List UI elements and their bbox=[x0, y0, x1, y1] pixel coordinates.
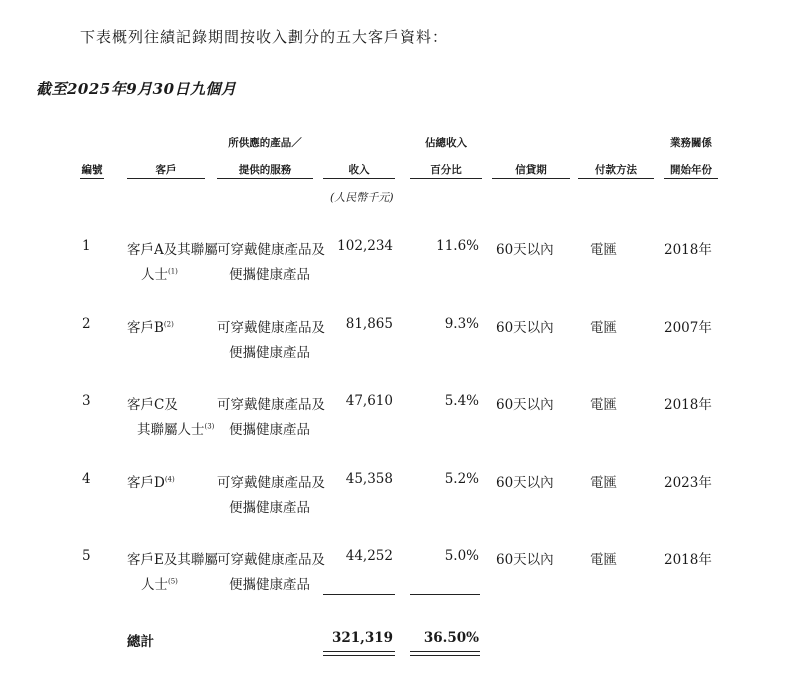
header-since-line1: 業務關係 bbox=[670, 137, 712, 149]
credit-period: 60天以內 bbox=[496, 397, 554, 413]
customer-name-line2: 人士$^{(1)}$ bbox=[141, 267, 178, 283]
payment-method: 電匯 bbox=[590, 475, 617, 491]
row-number: 2 bbox=[82, 316, 91, 332]
header-pct-line1: 佔總收入 bbox=[425, 137, 467, 149]
header-rule bbox=[217, 178, 313, 179]
relationship-start-year: 2018年 bbox=[664, 242, 712, 258]
header-rule bbox=[80, 178, 104, 179]
customer-name-line1: 客戶A及其聯屬 bbox=[127, 242, 218, 258]
revenue-value: 44,252 bbox=[345, 548, 393, 564]
section-title: 截至2025年9月30日九個月 bbox=[36, 80, 237, 98]
header-rule bbox=[578, 178, 654, 179]
header-revenue: 收入 bbox=[348, 164, 370, 176]
product-line1: 可穿戴健康產品及 bbox=[217, 475, 325, 491]
product-line1: 可穿戴健康產品及 bbox=[217, 320, 325, 336]
total-double-rule bbox=[323, 651, 395, 656]
payment-method: 電匯 bbox=[590, 397, 617, 413]
revenue-value: 81,865 bbox=[345, 316, 393, 332]
header-product-line1: 所供應的產品／ bbox=[228, 137, 302, 149]
credit-period: 60天以內 bbox=[496, 475, 554, 491]
customer-name-line1: 客戶E及其聯屬 bbox=[127, 552, 218, 568]
revenue-percentage: 11.6% bbox=[436, 238, 479, 254]
unit-label: (人民幣千元) bbox=[330, 191, 394, 204]
revenue-value: 102,234 bbox=[337, 238, 393, 254]
row-number: 1 bbox=[82, 238, 91, 254]
product-line2: 便攜健康產品 bbox=[229, 422, 310, 438]
total-double-rule bbox=[410, 651, 480, 656]
header-payment: 付款方法 bbox=[595, 164, 637, 176]
header-rule bbox=[492, 178, 570, 179]
revenue-value: 47,610 bbox=[345, 393, 393, 409]
product-line1: 可穿戴健康產品及 bbox=[217, 552, 325, 568]
row-number: 3 bbox=[82, 393, 91, 409]
relationship-start-year: 2007年 bbox=[664, 320, 712, 336]
credit-period: 60天以內 bbox=[496, 242, 554, 258]
payment-method: 電匯 bbox=[590, 320, 617, 336]
header-rule bbox=[323, 178, 395, 179]
subtotal-rule bbox=[323, 594, 395, 595]
product-line1: 可穿戴健康產品及 bbox=[217, 242, 325, 258]
header-product-line2: 提供的服務 bbox=[238, 164, 292, 176]
revenue-percentage: 9.3% bbox=[444, 316, 479, 332]
header-rule bbox=[127, 178, 205, 179]
intro-text: 下表概列往績記錄期間按收入劃分的五大客戶資料： bbox=[80, 28, 449, 46]
credit-period: 60天以內 bbox=[496, 320, 554, 336]
header-pct-line2: 百分比 bbox=[430, 164, 462, 176]
relationship-start-year: 2018年 bbox=[664, 552, 712, 568]
payment-method: 電匯 bbox=[590, 242, 617, 258]
relationship-start-year: 2023年 bbox=[664, 475, 712, 491]
customer-name-line1: 客戶$D^{(4)}$ bbox=[127, 475, 175, 491]
product-line2: 便攜健康產品 bbox=[229, 500, 310, 516]
header-rule bbox=[664, 178, 718, 179]
subtotal-rule bbox=[410, 594, 480, 595]
total-revenue: 321,319 bbox=[331, 630, 393, 646]
header-since-line2: 開始年份 bbox=[670, 164, 712, 176]
customer-name-line2: 人士$^{(5)}$ bbox=[141, 577, 178, 593]
product-line2: 便攜健康產品 bbox=[229, 345, 310, 361]
header-rule bbox=[410, 178, 482, 179]
payment-method: 電匯 bbox=[590, 552, 617, 568]
header-customer: 客戶 bbox=[155, 164, 177, 176]
product-line2: 便攜健康產品 bbox=[229, 267, 310, 283]
product-line2: 便攜健康產品 bbox=[229, 577, 310, 593]
row-number: 5 bbox=[82, 548, 91, 564]
revenue-value: 45,358 bbox=[345, 471, 393, 487]
customer-name-line2: 其聯屬人士$^{(3)}$ bbox=[137, 422, 215, 438]
row-number: 4 bbox=[82, 471, 91, 487]
revenue-percentage: 5.4% bbox=[444, 393, 479, 409]
total-percentage: 36.50% bbox=[423, 630, 479, 646]
revenue-percentage: 5.2% bbox=[444, 471, 479, 487]
total-label: 總計 bbox=[127, 634, 154, 650]
credit-period: 60天以內 bbox=[496, 552, 554, 568]
revenue-percentage: 5.0% bbox=[444, 548, 479, 564]
relationship-start-year: 2018年 bbox=[664, 397, 712, 413]
header-credit: 信貸期 bbox=[515, 164, 547, 176]
header-no: 編號 bbox=[81, 164, 103, 176]
customer-name-line1: 客戶$B^{(2)}$ bbox=[127, 320, 174, 336]
customer-name-line1: 客戶C及 bbox=[127, 397, 178, 413]
product-line1: 可穿戴健康產品及 bbox=[217, 397, 325, 413]
